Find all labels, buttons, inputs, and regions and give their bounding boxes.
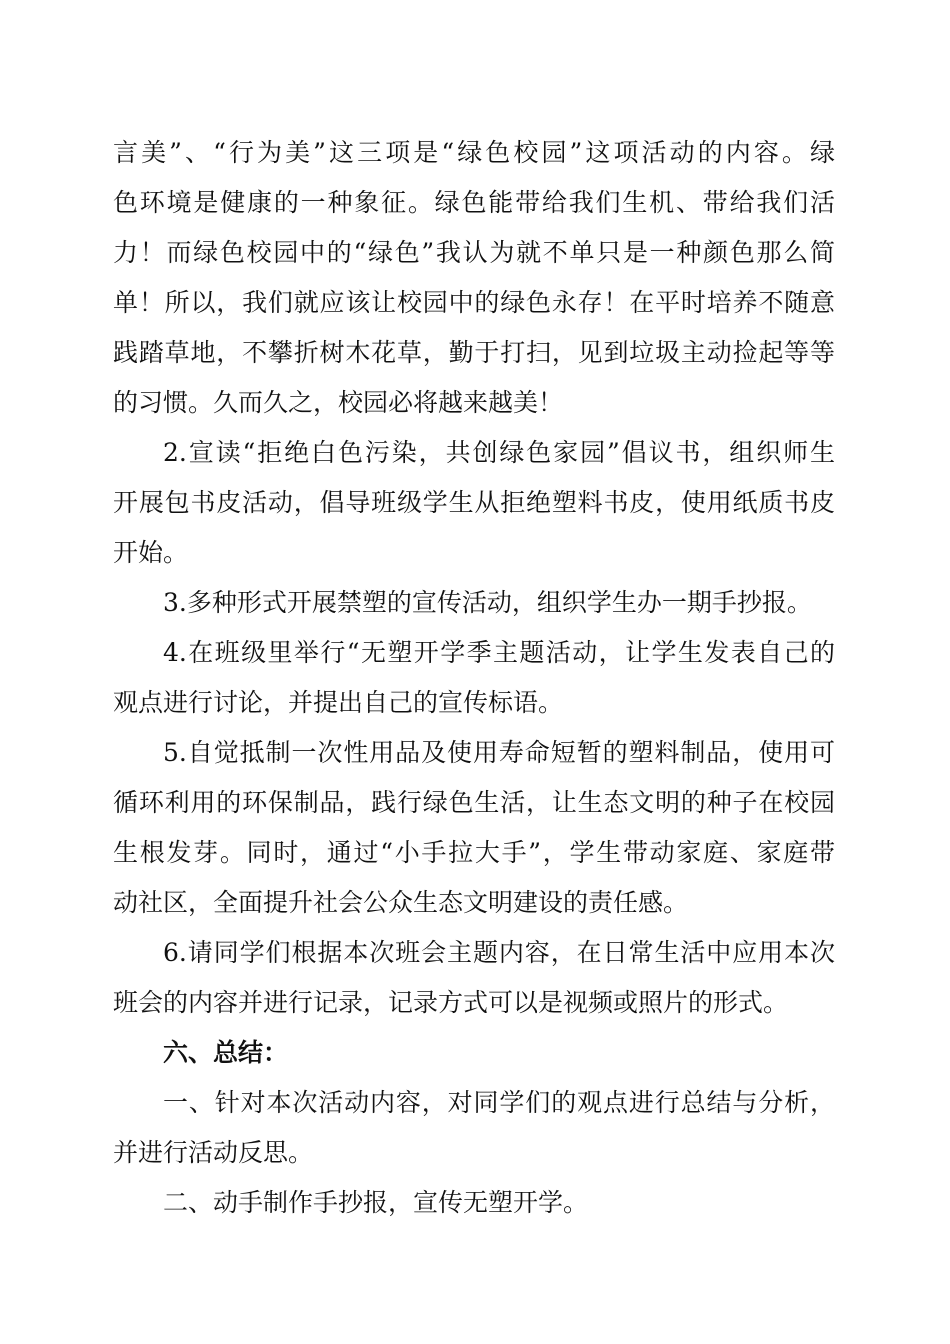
text-line: 生根发芽。同时，通过“小手拉大手”，学生带动家庭、家庭带 — [113, 838, 835, 867]
text-line: 5.自觉抵制一次性用品及使用寿命短暂的塑料制品，使用可 — [163, 738, 835, 767]
document-body — [113, 128, 835, 1228]
text-line: 践踏草地，不攀折树木花草，勤于打扫，见到垃圾主动捡起等等 — [113, 338, 835, 367]
text-line: 开展包书皮活动，倡导班级学生从拒绝塑料书皮，使用纸质书皮 — [113, 488, 835, 517]
text-line: 并进行活动反思。 — [113, 1138, 314, 1167]
paragraph-green-campus — [113, 128, 835, 428]
paragraph-item-2 — [113, 428, 835, 578]
text-line: 开始。 — [113, 538, 189, 567]
text-line: 色环境是健康的一种象征。绿色能带给我们生机、带给我们活 — [113, 188, 835, 217]
text-line: 2.宣读“拒绝白色污染，共创绿色家园”倡议书，组织师生 — [163, 438, 835, 467]
paragraph-item-3 — [113, 578, 835, 628]
paragraph-summary-1 — [113, 1078, 835, 1178]
paragraph-item-6 — [113, 928, 835, 1028]
paragraph-summary-2 — [113, 1178, 835, 1228]
text-line: 6.请同学们根据本次班会主题内容，在日常生活中应用本次 — [163, 938, 835, 967]
text-line: 的习惯。久而久之，校园必将越来越美！ — [113, 388, 564, 417]
text-line: 言美”、“行为美”这三项是“绿色校园”这项活动的内容。绿 — [113, 138, 835, 167]
section-heading-summary: 六、总结： — [163, 1038, 289, 1067]
text-line: 3.多种形式开展禁塑的宣传活动，组织学生办一期手抄报。 — [163, 588, 812, 617]
text-line: 班会的内容并进行记录，记录方式可以是视频或照片的形式。 — [113, 988, 789, 1017]
text-line: 一、针对本次活动内容，对同学们的观点进行总结与分析， — [163, 1088, 835, 1117]
paragraph-item-4 — [113, 628, 835, 728]
text-line: 动社区，全面提升社会公众生态文明建设的责任感。 — [113, 888, 689, 917]
text-line: 单！所以，我们就应该让校园中的绿色永存！在平时培养不随意 — [113, 288, 835, 317]
text-line: 观点进行讨论，并提出自己的宣传标语。 — [113, 688, 564, 717]
text-line: 二、动手制作手抄报，宣传无塑开学。 — [163, 1188, 589, 1217]
text-line: 4.在班级里举行“无塑开学季主题活动，让学生发表自己的 — [163, 638, 835, 667]
paragraph-item-5 — [113, 728, 835, 928]
text-line: 力！而绿色校园中的“绿色”我认为就不单只是一种颜色那么简 — [113, 238, 835, 267]
text-line: 循环利用的环保制品，践行绿色生活，让生态文明的种子在校园 — [113, 788, 835, 817]
